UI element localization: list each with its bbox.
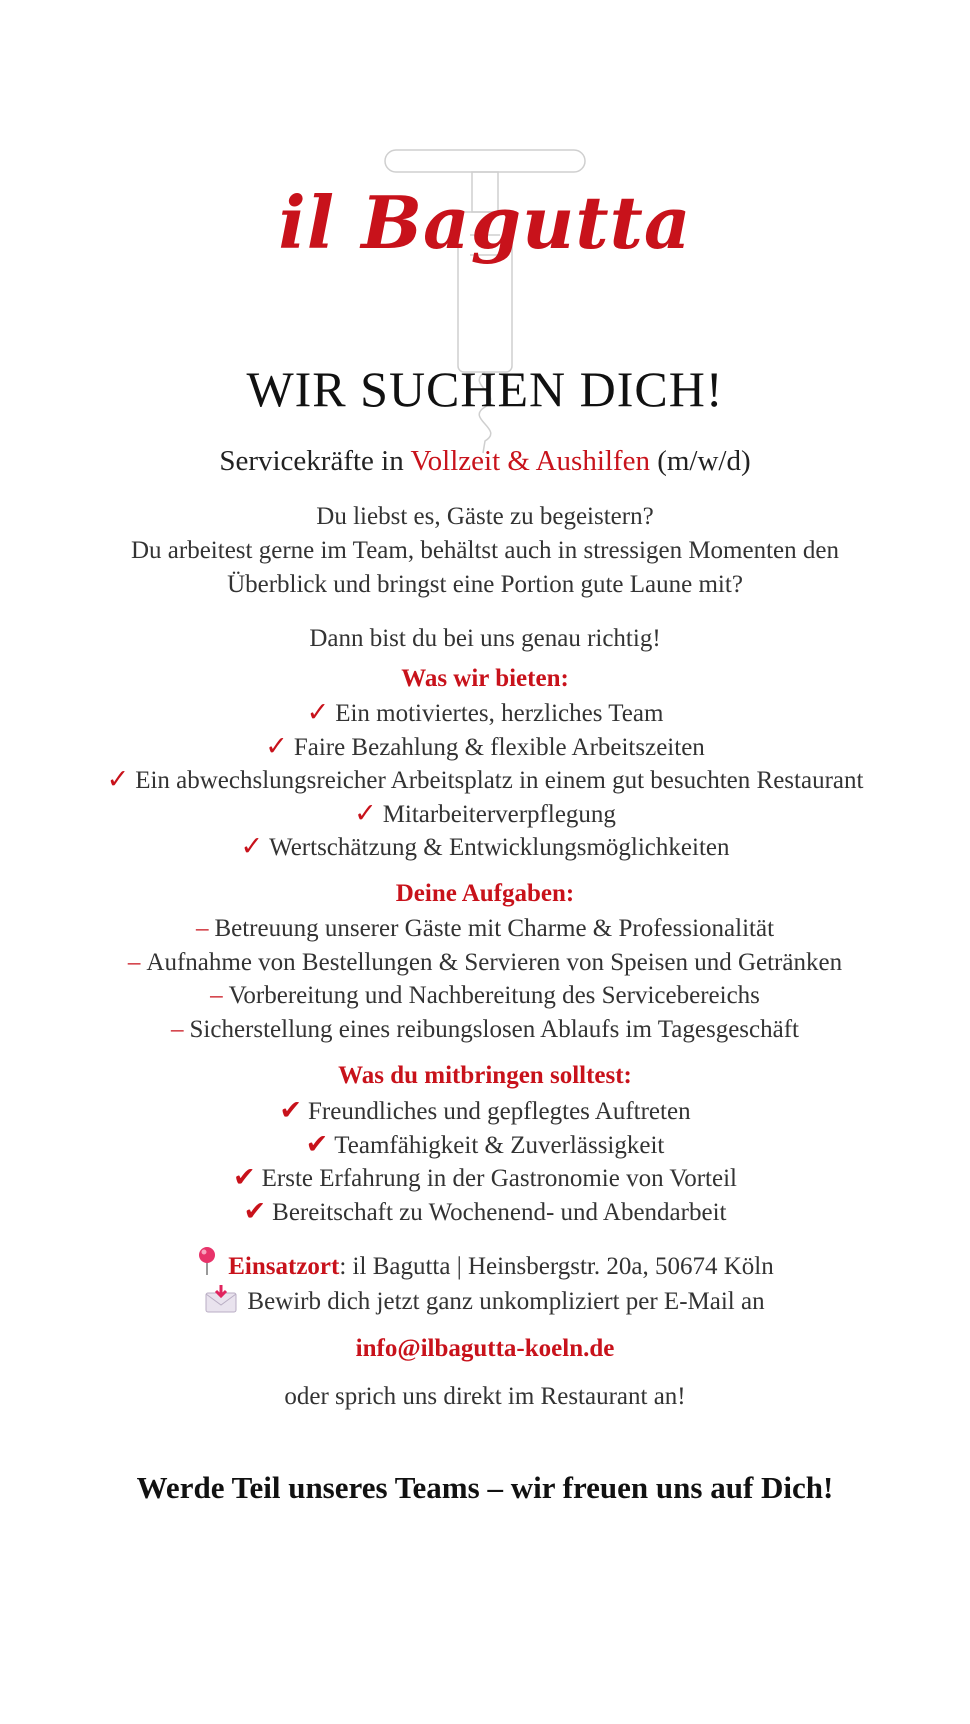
offer-item: ✓ Mitarbeiterverpflegung xyxy=(354,797,616,828)
tasks-heading: Deine Aufgaben: xyxy=(395,880,575,907)
incoming-envelope-icon xyxy=(205,1285,237,1313)
check-icon: ✓ xyxy=(306,697,330,727)
requirement-item: ✔ Freundliches und gepflegtes Auftreten xyxy=(279,1095,691,1125)
intro-line: Überblick und bringst eine Portion gute Laune mit? xyxy=(227,571,743,598)
task-item: – Aufnahme von Bestellungen & Servieren von Speisen und Getränken xyxy=(127,948,843,976)
task-item: – Sicherstellung eines reibungslosen Ablaufs im Tagesgeschäft xyxy=(171,1015,799,1043)
page-headline: WIR SUCHEN DICH! xyxy=(246,361,724,417)
check-icon: ✓ xyxy=(240,831,264,861)
offer-list xyxy=(0,696,970,864)
offer-item: ✓ Ein abwechslungsreicher Arbeitsplatz in einem gut besuchten Restaurant xyxy=(106,764,864,794)
apply-text: Bewirb dich jetzt ganz unkompliziert per E-Mail an xyxy=(247,1288,765,1315)
intro-closing-line: Dann bist du bei uns genau richtig! xyxy=(309,625,661,652)
tasks-list xyxy=(0,912,970,1046)
task-item: – Betreuung unserer Gäste mit Charme & Professionalität xyxy=(195,915,775,942)
location-line xyxy=(0,1246,970,1281)
heavy-check-icon: ✔ xyxy=(233,1162,256,1192)
walk-in-line: oder sprich uns direkt im Restaurant an! xyxy=(284,1383,686,1410)
subtitle-highlight: Vollzeit & Aushilfen xyxy=(410,445,650,477)
heavy-check-icon: ✔ xyxy=(305,1128,329,1159)
dash-bullet: – xyxy=(127,948,141,976)
dash-bullet: – xyxy=(171,1015,184,1043)
offer-item: ✓ Faire Bezahlung & flexible Arbeitszeiten xyxy=(265,730,705,761)
requirements-heading: Was du mitbringen solltest: xyxy=(338,1062,632,1089)
brand-logo: il Bagutta xyxy=(278,180,692,265)
intro-line: Du liebst es, Gäste zu begeistern? xyxy=(316,503,654,530)
closing-statement: Werde Teil unseres Teams – wir freuen uns auf Dich! xyxy=(136,1470,834,1505)
heavy-check-icon: ✔ xyxy=(243,1195,267,1226)
location-value: : il Bagutta | Heinsbergstr. 20a, 50674 Köln xyxy=(339,1253,774,1280)
heavy-check-icon: ✔ xyxy=(279,1095,303,1125)
dash-bullet: – xyxy=(195,915,209,942)
check-icon: ✓ xyxy=(354,797,377,828)
requirement-item: ✔ Bereitschaft zu Wochenend- und Abendarbeit xyxy=(243,1195,727,1226)
dash-bullet: – xyxy=(210,982,223,1009)
location-label: Einsatzort xyxy=(228,1253,340,1280)
job-subtitle xyxy=(0,445,970,478)
contact-email-link[interactable]: info@ilbagutta-koeln.de xyxy=(355,1335,615,1362)
requirements-list xyxy=(0,1094,970,1228)
round-pushpin-icon xyxy=(196,1246,218,1276)
check-icon: ✓ xyxy=(106,764,130,794)
offer-item: ✓ Ein motiviertes, herzliches Team xyxy=(306,697,664,727)
subtitle-suffix: (m/w/d) xyxy=(649,445,751,477)
offer-item: ✓ Wertschätzung & Entwicklungsmöglichkeiten xyxy=(240,831,730,861)
task-item: – Vorbereitung und Nachbereitung des Servicebereichs xyxy=(210,982,760,1009)
requirement-item: ✔ Teamfähigkeit & Zuverlässigkeit xyxy=(305,1128,665,1159)
apply-line xyxy=(0,1285,970,1316)
check-icon: ✓ xyxy=(265,730,288,761)
intro-line: Du arbeitest gerne im Team, behältst auch in stressigen Momenten den xyxy=(130,537,839,564)
offer-heading: Was wir bieten: xyxy=(401,665,569,692)
subtitle-prefix: Servicekräfte in xyxy=(219,445,411,477)
requirement-item: ✔ Erste Erfahrung in der Gastronomie von Vorteil xyxy=(233,1162,737,1192)
